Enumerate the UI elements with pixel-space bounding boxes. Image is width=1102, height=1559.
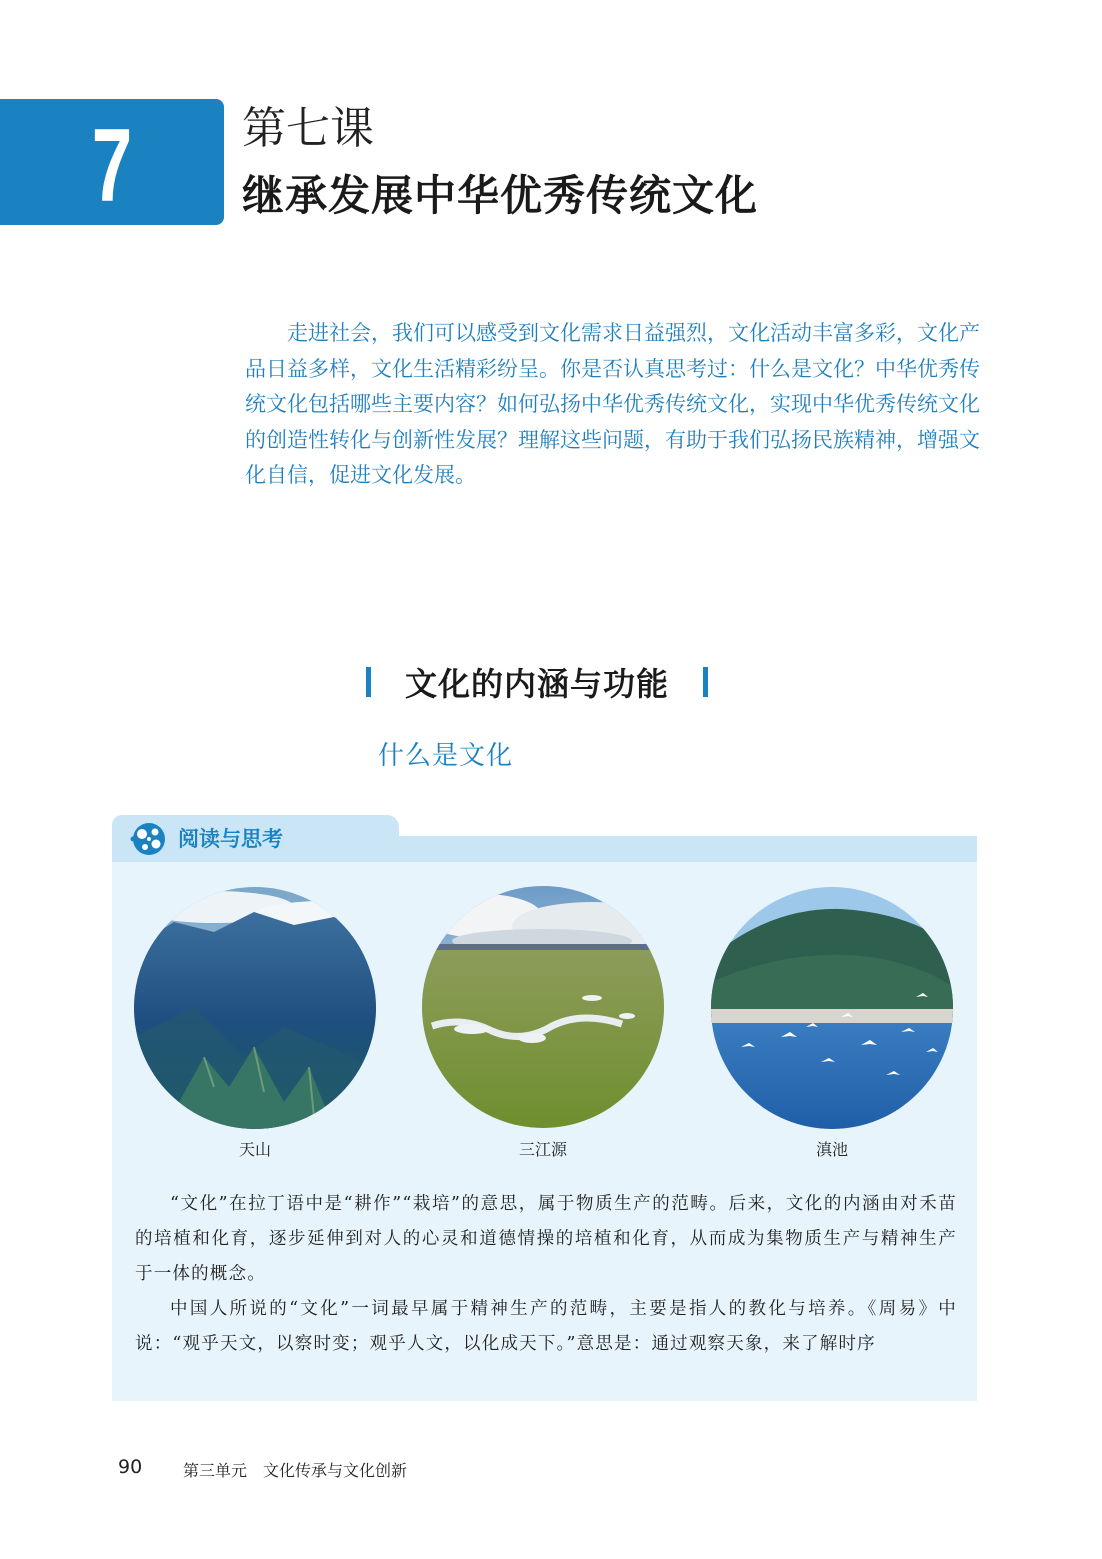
page-number: 90 <box>118 1456 143 1478</box>
section-right-bar <box>703 667 708 697</box>
lesson-title: 继承发展中华优秀传统文化 <box>242 171 759 220</box>
section-title: 文化的内涵与功能 <box>405 665 670 703</box>
tianshan-photo <box>134 887 376 1129</box>
lesson-number: 7 <box>91 108 133 224</box>
section-heading <box>366 658 708 706</box>
lesson-intro: 走进社会，我们可以感受到文化需求日益强烈，文化活动丰富多彩，文化产品日益多样，文化生活精彩纷呈。你是否认真思考过：什么是文化？中华优秀传统文化包括哪些主要内容？如何弘扬中华优秀传统文化，实现中华优秀传统文化的创造性转化与创新性发展？理解这些问题，有助于我们弘扬民族精神，增强文化自信，促进文化发展。 <box>245 321 980 487</box>
tianshan-caption: 天山 <box>238 1140 271 1159</box>
dianchi-photo <box>711 887 953 1129</box>
reading-thinking-icon <box>128 820 166 858</box>
unit-title: 第三单元 文化传承与文化创新 <box>183 1461 408 1480</box>
reading-paragraph-1: “文化”在拉丁语中是“耕作”“栽培”的意思，属于物质生产的范畴。后来，文化的内涵由对禾苗的培植和化育，逐步延伸到对人的心灵和道德情操的培植和化育，从而成为集物质生产与精神生产于一体的概念。 <box>135 1194 957 1284</box>
lesson-label: 第七课 <box>242 103 374 154</box>
reading-paragraph-2: 中国人所说的“文化”一词最早属于精神生产的范畴，主要是指人的教化与培养。《周易》中说：“观乎天文，以察时变；观乎人文，以化成天下。”意思是：通过观察天象，来了解时序 <box>135 1299 957 1354</box>
dianchi-caption: 滇池 <box>815 1140 848 1159</box>
reading-box-title: 阅读与思考 <box>178 827 283 851</box>
section-left-bar <box>366 667 371 697</box>
lesson-number-block <box>0 99 224 225</box>
subsection-title: 什么是文化 <box>378 741 514 771</box>
sanjiangyuan-caption: 三江源 <box>518 1140 567 1159</box>
sanjiangyuan-photo <box>422 886 664 1128</box>
